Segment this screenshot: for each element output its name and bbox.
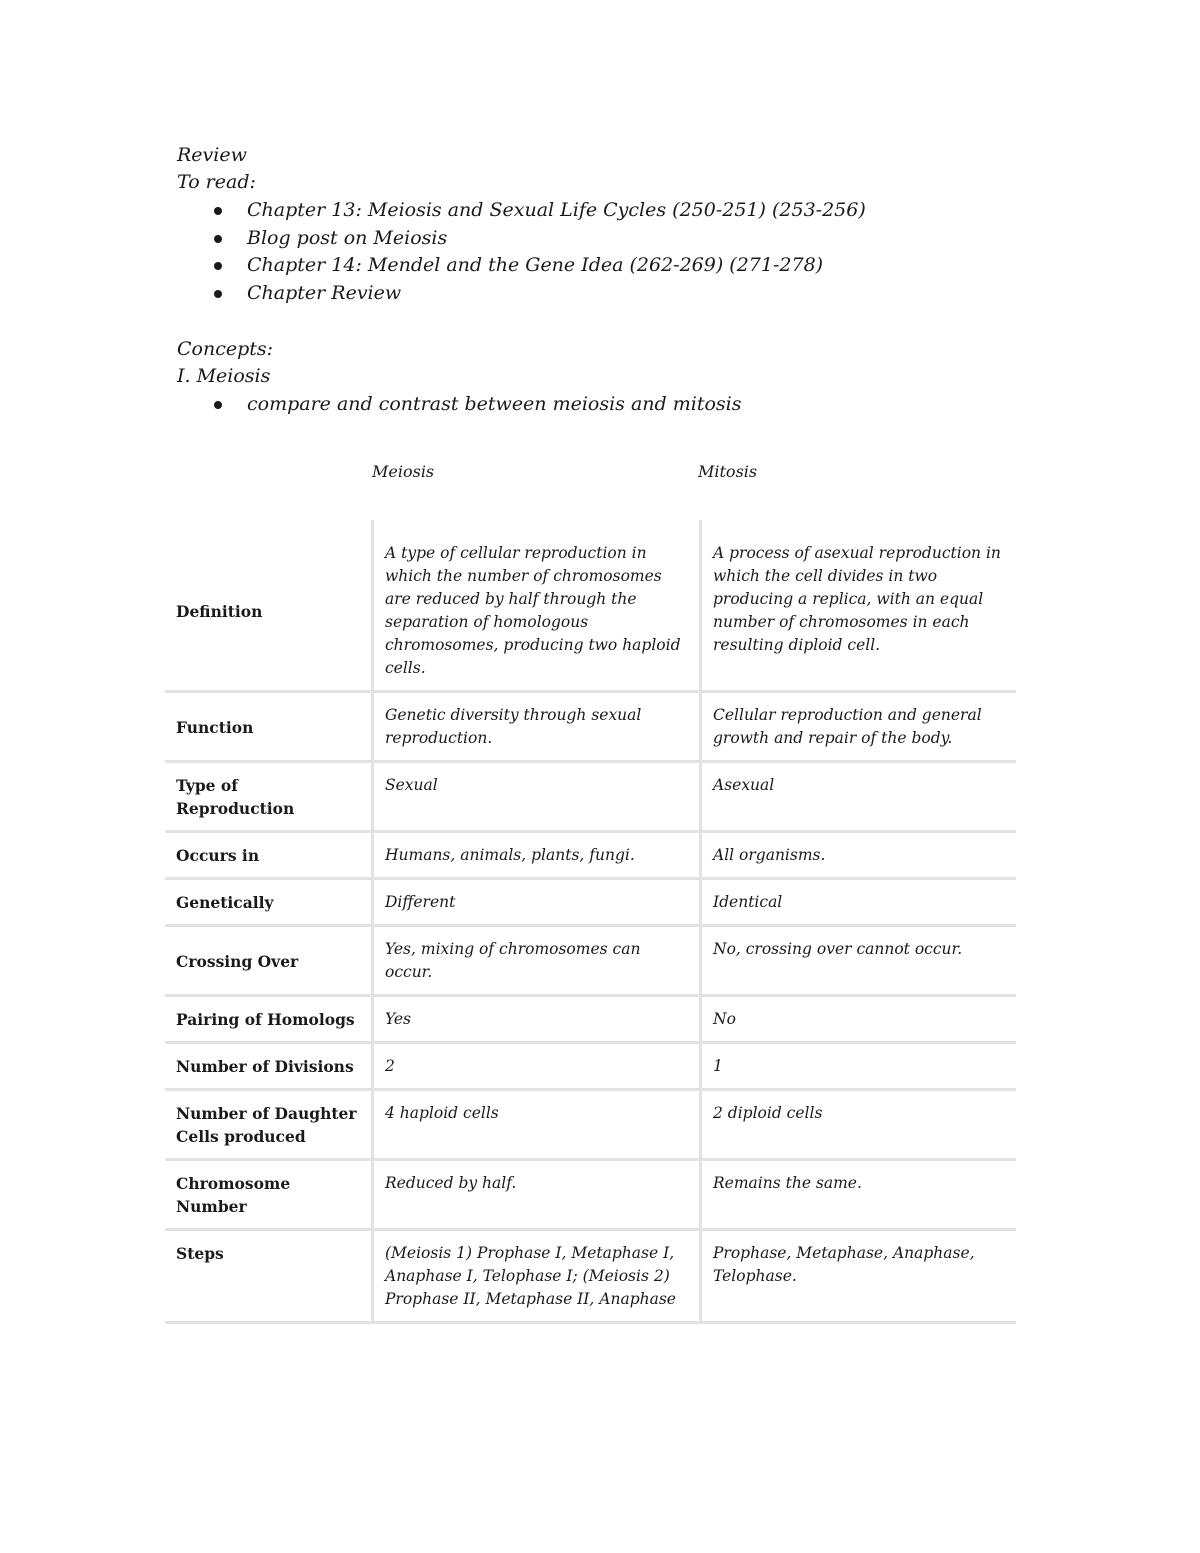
meiosis-cell: 4 haploid cells — [373, 1090, 701, 1160]
meiosis-cell: (Meiosis 1) Prophase I, Metaphase I, Anaphase I, Telophase I; (Meiosis 2) Prophase II, Metaphase II, Anaphase — [373, 1230, 701, 1323]
mitosis-cell: All organisms. — [701, 832, 1017, 879]
review-heading: Review — [177, 144, 247, 166]
meiosis-cell: 2 — [373, 1043, 701, 1090]
mitosis-cell: Asexual — [701, 762, 1017, 832]
row-label: Number of Daughter Cells produced — [165, 1090, 373, 1160]
meiosis-cell: Sexual — [373, 762, 701, 832]
list-item: Chapter 14: Mendel and the Gene Idea (262-269) (271-278) — [177, 252, 866, 280]
meiosis-cell: Reduced by half. — [373, 1160, 701, 1230]
concepts-list — [177, 391, 741, 419]
table-row — [165, 879, 1016, 926]
table-row — [165, 1230, 1016, 1323]
section-title: I. Meiosis — [177, 365, 271, 387]
bullet-icon — [214, 262, 222, 270]
row-label: Crossing Over — [165, 926, 373, 996]
mitosis-cell: Identical — [701, 879, 1017, 926]
list-item: compare and contrast between meiosis and mitosis — [177, 391, 741, 419]
bullet-icon — [214, 207, 222, 215]
row-label: Pairing of Homologs — [165, 996, 373, 1043]
table-row — [165, 692, 1016, 762]
row-label: Chromosome Number — [165, 1160, 373, 1230]
mitosis-cell: No, crossing over cannot occur. — [701, 926, 1017, 996]
row-label: Genetically — [165, 879, 373, 926]
column-header-meiosis: Meiosis — [372, 462, 435, 481]
bullet-icon — [214, 401, 222, 409]
mitosis-cell: A process of asexual reproduction in which the cell divides in two producing a replica, with an equal number of chromosomes in each resulting diploid cell. — [701, 520, 1017, 692]
meiosis-cell: Genetic diversity through sexual reproduction. — [373, 692, 701, 762]
list-item: Blog post on Meiosis — [177, 225, 866, 253]
list-item: Chapter Review — [177, 280, 866, 308]
table-row — [165, 926, 1016, 996]
mitosis-cell: 2 diploid cells — [701, 1090, 1017, 1160]
bullet-icon — [214, 235, 222, 243]
table-row — [165, 1090, 1016, 1160]
meiosis-cell: Yes — [373, 996, 701, 1043]
row-label: Occurs in — [165, 832, 373, 879]
row-label: Type of Reproduction — [165, 762, 373, 832]
table-row — [165, 520, 1016, 692]
mitosis-cell: Cellular reproduction and general growth and repair of the body. — [701, 692, 1017, 762]
bullet-icon — [214, 290, 222, 298]
list-item: Chapter 13: Meiosis and Sexual Life Cycles (250-251) (253-256) — [177, 197, 866, 225]
column-header-mitosis: Mitosis — [698, 462, 758, 481]
table-row — [165, 996, 1016, 1043]
table-row — [165, 1043, 1016, 1090]
meiosis-cell: A type of cellular reproduction in which the number of chromosomes are reduced by half through the separation of homologous chromosomes, producing two haploid cells. — [373, 520, 701, 692]
row-label: Function — [165, 692, 373, 762]
concepts-label: Concepts: — [177, 338, 274, 360]
mitosis-cell: 1 — [701, 1043, 1017, 1090]
table-row — [165, 1160, 1016, 1230]
mitosis-cell: No — [701, 996, 1017, 1043]
table-row — [165, 832, 1016, 879]
meiosis-cell: Humans, animals, plants, fungi. — [373, 832, 701, 879]
to-read-label: To read: — [177, 171, 256, 193]
mitosis-cell: Prophase, Metaphase, Anaphase, Telophase. — [701, 1230, 1017, 1323]
row-label: Number of Divisions — [165, 1043, 373, 1090]
mitosis-cell: Remains the same. — [701, 1160, 1017, 1230]
row-label: Definition — [165, 520, 373, 692]
table-row — [165, 762, 1016, 832]
meiosis-cell: Different — [373, 879, 701, 926]
meiosis-cell: Yes, mixing of chromosomes can occur. — [373, 926, 701, 996]
row-label: Steps — [165, 1230, 373, 1323]
reading-list — [177, 197, 866, 307]
comparison-table — [165, 520, 1016, 1324]
